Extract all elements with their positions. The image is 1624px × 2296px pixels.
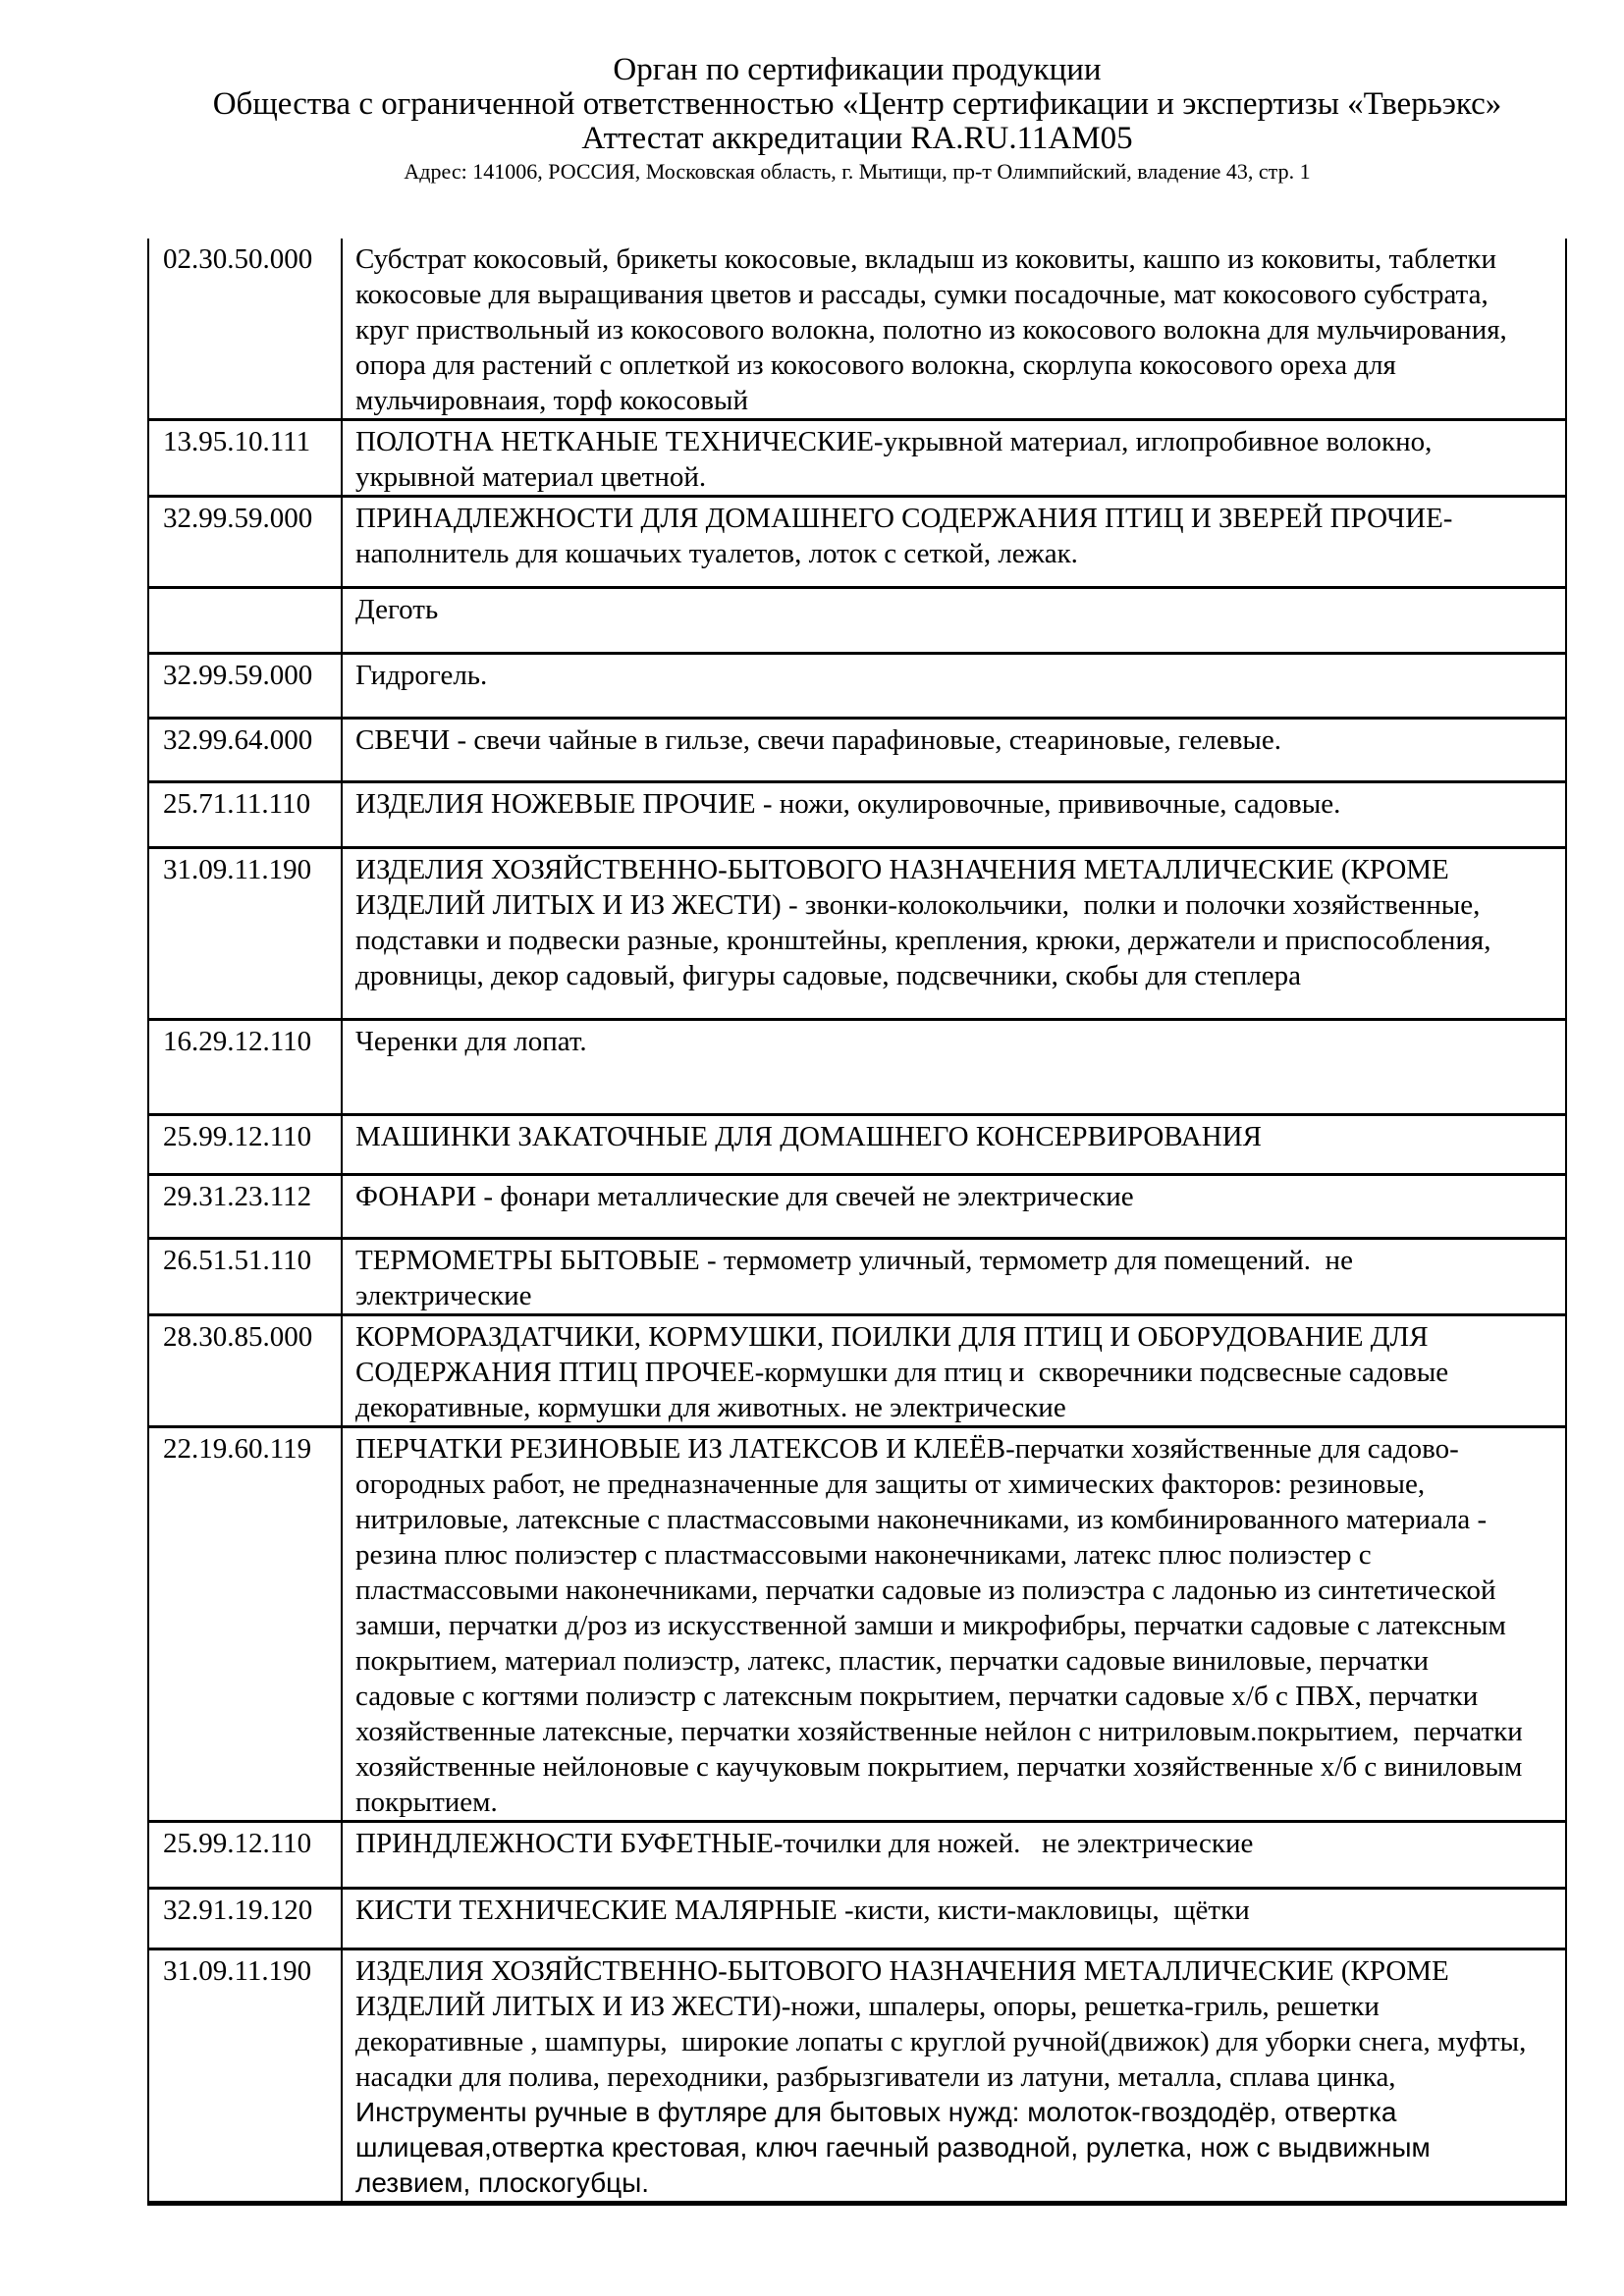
code-cell: 16.29.12.110	[148, 1020, 342, 1115]
table-row	[148, 1427, 1566, 1822]
table-row	[148, 420, 1566, 497]
table-row	[148, 654, 1566, 719]
code-cell: 22.19.60.119	[148, 1427, 342, 1822]
description-cell: Гидрогель.	[342, 654, 1566, 719]
code-cell: 32.99.59.000	[148, 497, 342, 588]
accreditation-line: Аттестат аккредитации RA.RU.11АМ05	[581, 121, 1133, 156]
org-title-line-1: Орган по сертификации продукции	[613, 52, 1102, 87]
org-title-line-2: Общества с ограниченной ответственностью «Центр сертификации и экспертизы «Тверьэкс»	[212, 86, 1502, 122]
table-row	[148, 1115, 1566, 1175]
table-row	[148, 848, 1566, 1020]
table-row	[148, 719, 1566, 782]
table-row	[148, 1889, 1566, 1949]
code-cell: 25.99.12.110	[148, 1115, 342, 1175]
description-cell: ПЕРЧАТКИ РЕЗИНОВЫЕ ИЗ ЛАТЕКСОВ И КЛЕЁВ-перчатки хозяйственные для садово-огородных работ, не предназначенные для защиты от химических факторов: резиновые, нитриловые, латексные с пластмассовыми наконечниками, из комбинированного материала - резина плюс полиэстер с пластмассовыми наконечниками, латекс плюс полиэстер с пластмассовыми наконечниками, перчатки садовые из полиэстра с ладонью из синтетической замши, перчатки д/роз из искусственной замши и микрофибры, перчатки садовые с латексным покрытием, материал полиэстр, латекс, пластик, перчатки садовые виниловые, перчатки садовые с когтями полиэстр с латексным покрытием, перчатки садовые х/б с ПВХ, перчатки хозяйственные латексные, перчатки хозяйственные нейлон с нитриловым.покрытием, перчатки хозяйственные нейлоновые с каучуковым покрытием, перчатки хозяйственные х/б с виниловым покрытием.	[342, 1427, 1566, 1822]
table-row	[148, 1020, 1566, 1115]
code-cell: 26.51.51.110	[148, 1239, 342, 1315]
table-row	[148, 1175, 1566, 1239]
code-cell: 28.30.85.000	[148, 1315, 342, 1427]
code-cell: 25.99.12.110	[148, 1822, 342, 1889]
code-cell: 02.30.50.000	[148, 239, 342, 420]
code-cell: 25.71.11.110	[148, 782, 342, 848]
description-cell: ИЗДЕЛИЯ НОЖЕВЫЕ ПРОЧИЕ - ножи, окулировочные, прививочные, садовые.	[342, 782, 1566, 848]
table-row	[148, 497, 1566, 588]
code-cell: 29.31.23.112	[148, 1175, 342, 1239]
description-serif-segment: ИЗДЕЛИЯ ХОЗЯЙСТВЕННО-БЫТОВОГО НАЗНАЧЕНИЯ МЕТАЛЛИЧЕСКИЕ (КРОМЕ ИЗДЕЛИЙ ЛИТЫХ И ИЗ ЖЕСТИ)-ножи, шпалеры, опоры, решетка-гриль, решетки декоративные , шампуры, широкие лопаты с круглой ручной(движок) для уборки снега, муфты, насадки для полива, переходники, разбрызгиватели из латуни, металла, сплава цинка,	[355, 1955, 1534, 2093]
code-cell: 31.09.11.190	[148, 848, 342, 1020]
code-cell	[148, 588, 342, 654]
description-cell: ПРИНДЛЕЖНОСТИ БУФЕТНЫЕ-точилки для ножей. не электрические	[342, 1822, 1566, 1889]
description-cell: Черенки для лопат.	[342, 1020, 1566, 1115]
table-row	[148, 1239, 1566, 1315]
description-cell: Субстрат кокосовый, брикеты кокосовые, вкладыш из коковиты, кашпо из коковиты, таблетки кокосовые для выращивания цветов и рассады, сумки посадочные, мат кокосового субстрата, круг приствольный из кокосового волокна, полотно из кокосового волокна для мульчирования, опора для растений с оплеткой из кокосового волокна, скорлупа кокосового ореха для мульчировнаия, торф кокосовый	[342, 239, 1566, 420]
table-row	[148, 588, 1566, 654]
description-cell: ПОЛОТНА НЕТКАНЫЕ ТЕХНИЧЕСКИЕ-укрывной материал, иглопробивное волокно, укрывной материал цветной.	[342, 420, 1566, 497]
code-cell: 32.91.19.120	[148, 1889, 342, 1949]
table-row	[148, 1822, 1566, 1889]
code-cell: 32.99.64.000	[148, 719, 342, 782]
table-row	[148, 782, 1566, 848]
description-cell: ИЗДЕЛИЯ ХОЗЯЙСТВЕННО-БЫТОВОГО НАЗНАЧЕНИЯ МЕТАЛЛИЧЕСКИЕ (КРОМЕ ИЗДЕЛИЙ ЛИТЫХ И ИЗ ЖЕСТИ) - звонки-колокольчики, полки и полочки хозяйственные, подставки и подвески разные, кронштейны, крепления, крюки, держатели и приспособления, дровницы, декор садовый, фигуры садовые, подсвечники, скобы для степлера	[342, 848, 1566, 1020]
table-row	[148, 239, 1566, 420]
description-cell: ПРИНАДЛЕЖНОСТИ ДЛЯ ДОМАШНЕГО СОДЕРЖАНИЯ ПТИЦ И ЗВЕРЕЙ ПРОЧИЕ-наполнитель для кошачьих туалетов, лоток с сеткой, лежак.	[342, 497, 1566, 588]
description-cell	[342, 1949, 1566, 2204]
code-cell: 13.95.10.111	[148, 420, 342, 497]
code-cell: 32.99.59.000	[148, 654, 342, 719]
description-cell: КИСТИ ТЕХНИЧЕСКИЕ МАЛЯРНЫЕ -кисти, кисти-макловицы, щётки	[342, 1889, 1566, 1949]
description-cell: МАШИНКИ ЗАКАТОЧНЫЕ ДЛЯ ДОМАШНЕГО КОНСЕРВИРОВАНИЯ	[342, 1115, 1566, 1175]
products-table-body	[148, 239, 1566, 2204]
code-cell: 31.09.11.190	[148, 1949, 342, 2204]
address-line: Адрес: 141006, РОССИЯ, Московская область, г. Мытищи, пр-т Олимпийский, владение 43, стр. 1	[404, 159, 1311, 184]
description-cell: Деготь	[342, 588, 1566, 654]
description-sans-segment: Инструменты ручные в футляре для бытовых нужд: молоток-гвоздодёр, отвертка шлицевая,отвертка крестовая, ключ гаечный разводной, рулетка, нож с выдвижным лезвием, плоскогубцы.	[355, 2061, 1438, 2198]
description-cell: ТЕРМОМЕТРЫ БЫТОВЫЕ - термометр уличный, термометр для помещений. не электрические	[342, 1239, 1566, 1315]
description-cell: ФОНАРИ - фонари металлические для свечей не электрические	[342, 1175, 1566, 1239]
products-table	[147, 239, 1567, 2206]
description-cell: КОРМОРАЗДАТЧИКИ, КОРМУШКИ, ПОИЛКИ ДЛЯ ПТИЦ И ОБОРУДОВАНИЕ ДЛЯ СОДЕРЖАНИЯ ПТИЦ ПРОЧЕЕ-кормушки для птиц и скворечники подсвесные садовые декоративные, кормушки для животных. не электрические	[342, 1315, 1566, 1427]
table-row	[148, 1315, 1566, 1427]
document-header	[147, 0, 1567, 185]
description-cell: СВЕЧИ - свечи чайные в гильзе, свечи парафиновые, стеариновые, гелевые.	[342, 719, 1566, 782]
table-row	[148, 1949, 1566, 2204]
